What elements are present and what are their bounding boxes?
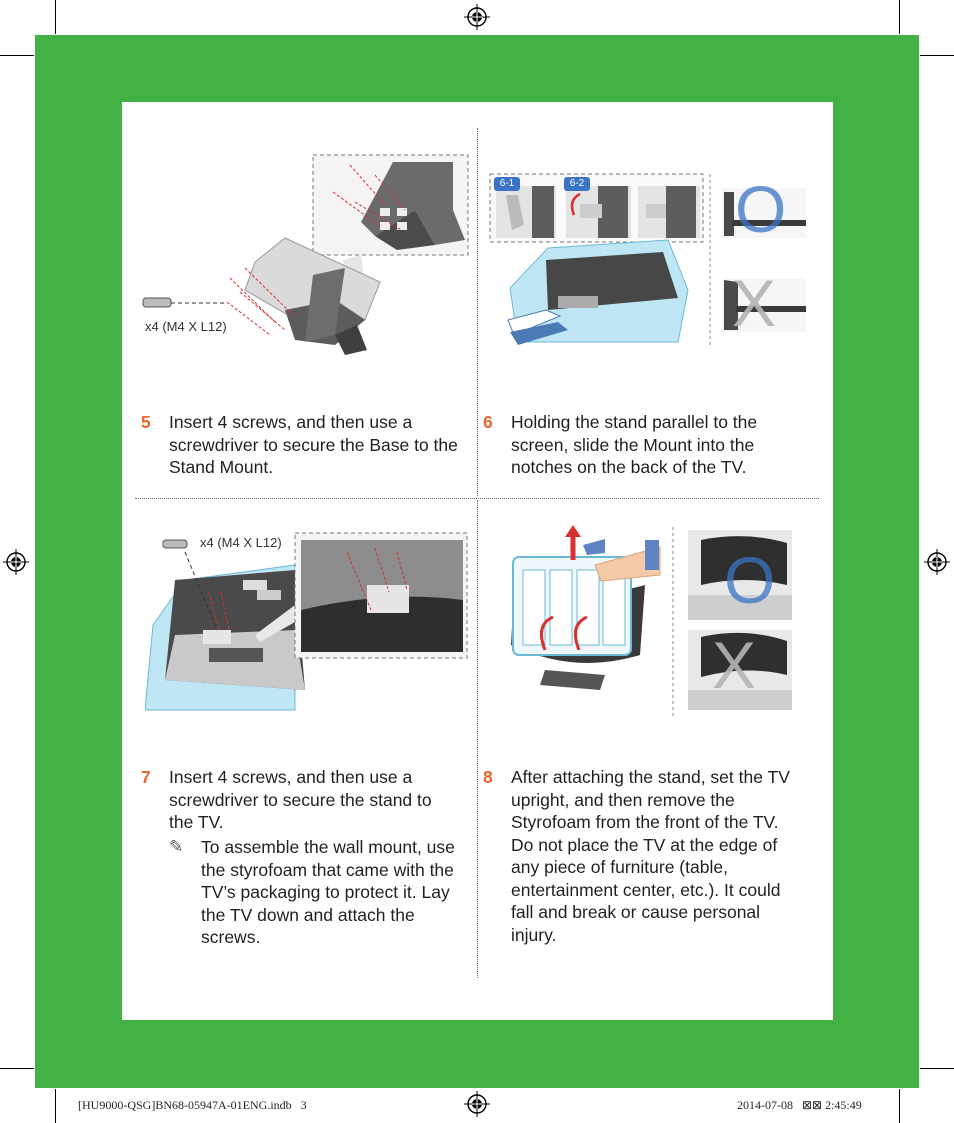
crop-mark-bottom-left-v <box>55 1089 56 1123</box>
wrong-mark-fig6: X <box>732 266 777 340</box>
crop-mark-top-left-h <box>0 55 34 56</box>
horizontal-divider <box>135 498 819 499</box>
crop-mark-bottom-left-h <box>0 1068 34 1069</box>
registration-mark-left-icon <box>3 549 29 575</box>
step-7 <box>141 766 473 836</box>
wrong-mark-fig8: X <box>712 628 757 702</box>
crop-mark-top-right-v <box>899 0 900 34</box>
crop-mark-bottom-right-v <box>899 1089 900 1123</box>
correct-mark-fig8: O <box>724 543 776 617</box>
registration-mark-top-icon <box>464 4 490 30</box>
step-7-number: 7 <box>141 767 151 787</box>
fig7-screw-label: x4 (M4 X L12) <box>200 535 282 550</box>
footer-file-name: [HU9000-QSG]BN68-05947A-01ENG.indb 3 <box>78 1098 307 1112</box>
step-8-number: 8 <box>483 767 493 787</box>
step-6 <box>483 411 803 481</box>
crop-mark-top-right-h <box>920 55 954 56</box>
vertical-divider-bottom <box>477 500 478 978</box>
step-6-text: Holding the stand parallel to the screen, slide the Mount into the notches on the back of the TV. <box>511 412 758 477</box>
crop-mark-top-left-v <box>55 0 56 34</box>
figure-step-7-stand-to-tv <box>145 530 470 712</box>
note-text: To assemble the wall mount, use the styrofoam that came with the TV’s packaging to protect it. Lay the TV down and attach the screws. <box>201 837 455 947</box>
registration-mark-bottom-icon <box>464 1091 490 1117</box>
step-6-number: 6 <box>483 412 493 432</box>
step-5 <box>141 411 473 481</box>
fig5-screw-label: x4 (M4 X L12) <box>145 319 227 334</box>
footer-datetime: 2014-07-08 ⊠⊠ 2:45:49 <box>737 1098 862 1112</box>
pencil-note-icon: ✎ <box>169 837 184 856</box>
vertical-divider-top <box>477 128 478 496</box>
badge-6-2: 6-2 <box>564 177 590 191</box>
step-8-text: After attaching the stand, set the TV upright, and then remove the Styrofoam from the front of the TV. Do not place the TV at the edge of any piece of furniture (table, entertainment center, etc.). It could fall and break or cause personal injury. <box>511 767 790 945</box>
registration-mark-right-icon <box>924 549 950 575</box>
crop-mark-bottom-right-h <box>920 1068 954 1069</box>
correct-mark-fig6: O <box>735 172 787 246</box>
step-7-text: Insert 4 screws, and then use a screwdriver to secure the stand to the TV. <box>169 767 432 832</box>
badge-6-1: 6-1 <box>494 177 520 191</box>
step-5-text: Insert 4 screws, and then use a screwdriver to secure the Base to the Stand Mount. <box>169 412 458 477</box>
step-8 <box>483 766 803 946</box>
step-5-number: 5 <box>141 412 151 432</box>
